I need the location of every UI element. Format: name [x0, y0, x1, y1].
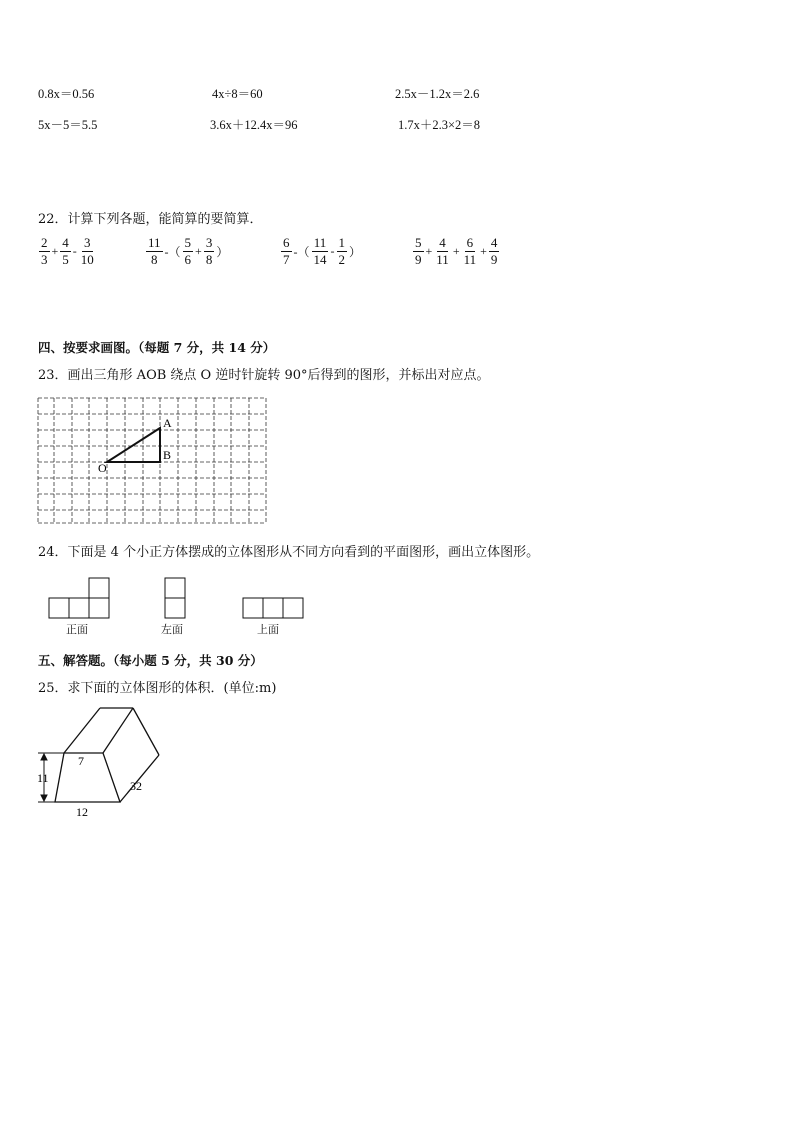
- fraction: $\frac{6}{7}$: [283, 235, 290, 267]
- equation-5: 3.6x＋12.4x＝96: [210, 118, 298, 132]
- top-view: [242, 597, 304, 619]
- question-25-title: 25．求下面的立体图形的体积．(单位:m): [38, 681, 277, 696]
- expression-4: $\frac{5}{9}$ + $\frac{4}{11}$ + $\frac{6}{11}$ + $\frac{4}{9}$: [415, 235, 498, 267]
- front-view: [48, 577, 110, 619]
- grid-lines: [38, 398, 266, 523]
- bottom-edge-label: 12: [76, 805, 88, 819]
- fraction: $\frac{3}{10}$: [80, 235, 94, 267]
- point-b-label: B: [163, 448, 172, 462]
- fraction: $\frac{3}{8}$: [205, 235, 213, 267]
- equation-1: 0.8x＝0.56: [38, 87, 95, 101]
- equation-6: 1.7x＋2.3×2＝8: [398, 118, 481, 132]
- question-22-title: 22．计算下列各题，能简算的要简算．: [38, 212, 263, 227]
- depth-label: 32: [130, 779, 142, 793]
- expression-2: $\frac{11}{8}$ -（ $\frac{5}{6}$ + $\frac{3}{8}$ ）: [148, 235, 229, 267]
- fraction: $\frac{11}{14}$: [313, 235, 327, 267]
- section-4-heading: 四、按要求画图。（每题 7 分，共 14 分）: [38, 340, 276, 355]
- question-23-title: 23．画出三角形 AOB 绕点 O 逆时针旋转 90°后得到的图形，并标出对应点。: [38, 368, 490, 383]
- top-view-label: 上面: [257, 623, 279, 636]
- fraction: $\frac{2}{3}$: [41, 235, 48, 267]
- point-a-label: A: [163, 416, 172, 430]
- height-label: 11: [37, 771, 49, 785]
- section-5-heading: 五、解答题。（每小题 5 分，共 30 分）: [38, 653, 263, 668]
- fraction: $\frac{4}{9}$: [490, 235, 498, 267]
- triangle-aob: [107, 428, 160, 462]
- fraction: $\frac{11}{8}$: [148, 235, 161, 267]
- expression-1: $\frac{2}{3}$ + $\frac{4}{5}$ - $\frac{3}{10}$: [41, 235, 94, 267]
- left-view: [164, 577, 186, 619]
- fraction: $\frac{4}{5}$: [62, 235, 69, 267]
- fraction: $\frac{6}{11}$: [463, 235, 477, 267]
- top-edge-label: 7: [78, 754, 84, 768]
- rotation-grid: [36, 396, 268, 526]
- question-24-title: 24．下面是 4 个小正方体摆成的立体图形从不同方向看到的平面图形，画出立体图形。: [38, 545, 540, 560]
- equation-3: 2.5x－1.2x＝2.6: [395, 87, 480, 101]
- left-view-label: 左面: [161, 623, 183, 636]
- prism-edges: [55, 708, 159, 802]
- front-view-label: 正面: [66, 623, 88, 636]
- fraction: $\frac{4}{11}$: [436, 235, 449, 267]
- equation-2: 4x÷8＝60: [212, 87, 263, 101]
- fraction: $\frac{1}{2}$: [338, 235, 345, 267]
- trapezoid-prism: [34, 702, 164, 822]
- equation-4: 5x－5＝5.5: [38, 118, 98, 132]
- expression-3: $\frac{6}{7}$ -（ $\frac{11}{14}$ - $\frac{1}{2}$ ）: [283, 235, 362, 267]
- fraction: $\frac{5}{6}$: [184, 235, 192, 267]
- point-o-label: O: [98, 461, 107, 475]
- fraction: $\frac{5}{9}$: [415, 235, 422, 267]
